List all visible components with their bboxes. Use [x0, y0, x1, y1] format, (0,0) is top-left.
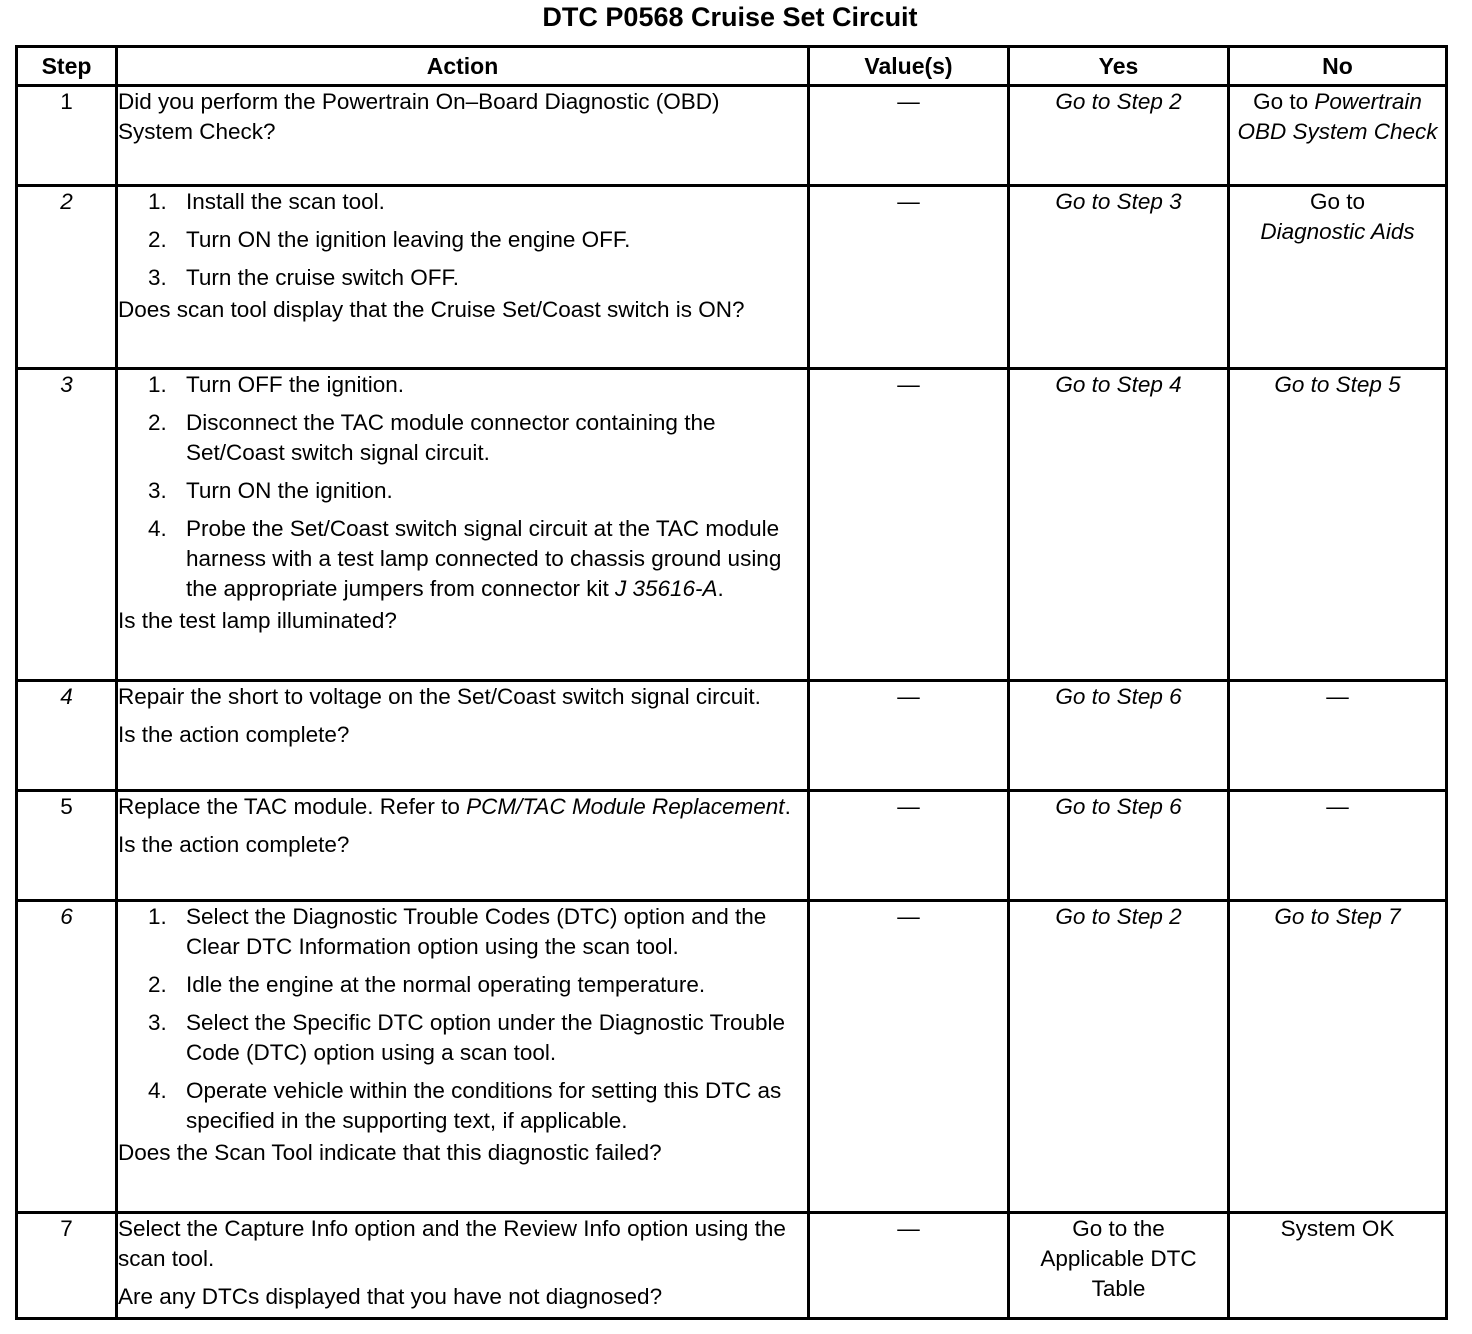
action-cell	[117, 791, 809, 901]
no-cell: —	[1229, 791, 1447, 901]
value-cell: —	[809, 1213, 1009, 1319]
action-cell	[117, 901, 809, 1213]
procedure-reference: PCM/TAC Module Replacement	[466, 794, 785, 819]
table-row	[17, 186, 1447, 369]
no-cell: Go to Step 5	[1229, 369, 1447, 681]
action-question: Is the action complete?	[118, 722, 350, 747]
step-number: 6	[17, 901, 117, 1213]
tool-reference: J 35616-A	[614, 576, 718, 601]
list-item: 3. Select the Specific DTC option under the Diagnostic Trouble Code (DTC) option using a scan tool.	[148, 1010, 786, 1065]
list-item: 4. Operate vehicle within the conditions for setting this DTC as specified in the supporting text, if applicable.	[148, 1078, 782, 1133]
table-row	[17, 1213, 1447, 1319]
list-item: 1. Install the scan tool.	[148, 189, 385, 214]
yes-cell: Go to Step 6	[1009, 791, 1229, 901]
header-step: Step	[17, 47, 117, 86]
step-number: 5	[17, 791, 117, 901]
yes-cell: Go to Step 3	[1009, 186, 1229, 369]
action-cell	[117, 86, 809, 186]
list-item: 2. Disconnect the TAC module connector containing the Set/Coast switch signal circuit.	[148, 410, 716, 465]
action-text: Did you perform the Powertrain On–Board Diagnostic (OBD) System Check?	[118, 89, 720, 144]
step-number: 7	[17, 1213, 117, 1319]
no-prefix: Go to	[1253, 89, 1309, 114]
value-cell: —	[809, 901, 1009, 1213]
action-cell	[117, 369, 809, 681]
yes-cell: Go to Step 4	[1009, 369, 1229, 681]
yes-cell: Go to Step 2	[1009, 901, 1229, 1213]
list-item: 2. Idle the engine at the normal operating temperature.	[148, 972, 706, 997]
value-cell: —	[809, 86, 1009, 186]
yes-cell: Go to Step 2	[1009, 86, 1229, 186]
action-question: Is the action complete?	[118, 832, 350, 857]
action-question: Is the test lamp illuminated?	[118, 608, 397, 633]
value-cell: —	[809, 681, 1009, 791]
table-row	[17, 86, 1447, 186]
list-item: 3. Turn ON the ignition.	[148, 478, 393, 503]
action-steps	[118, 370, 807, 604]
no-cell: Go to Step 7	[1229, 901, 1447, 1213]
table-row	[17, 901, 1447, 1213]
action-steps	[118, 902, 807, 1136]
header-action: Action	[117, 47, 809, 86]
no-cell	[1229, 186, 1447, 369]
action-text: Replace the TAC module. Refer to PCM/TAC Module Replacement.	[118, 794, 791, 819]
action-cell	[117, 1213, 809, 1319]
list-item: 2. Turn ON the ignition leaving the engine OFF.	[148, 227, 631, 252]
action-cell	[117, 681, 809, 791]
step-number: 2	[17, 186, 117, 369]
action-question: Does scan tool display that the Cruise Set/Coast switch is ON?	[118, 297, 745, 322]
table-row	[17, 791, 1447, 901]
action-question: Are any DTCs displayed that you have not diagnosed?	[118, 1284, 663, 1309]
no-prefix: Go to	[1309, 189, 1366, 214]
value-cell: —	[809, 369, 1009, 681]
action-text: Repair the short to voltage on the Set/Coast switch signal circuit.	[118, 684, 761, 709]
header-yes: Yes	[1009, 47, 1229, 86]
no-cell: System OK	[1229, 1213, 1447, 1319]
step-number: 4	[17, 681, 117, 791]
action-cell	[117, 186, 809, 369]
list-item: 1. Turn OFF the ignition.	[148, 372, 405, 397]
page-title: DTC P0568 Cruise Set Circuit	[542, 2, 918, 32]
yes-cell: Go to Step 6	[1009, 681, 1229, 791]
header-no: No	[1229, 47, 1447, 86]
action-steps	[118, 187, 807, 293]
list-item: 4. Probe the Set/Coast switch signal circuit at the TAC module harness with a test lamp connected to chassis ground using the appropriate jumpers from connector kit J 35616-A.	[148, 516, 782, 601]
list-item: 3. Turn the cruise switch OFF.	[148, 265, 459, 290]
value-cell: —	[809, 791, 1009, 901]
no-cell	[1229, 86, 1447, 186]
header-row	[17, 47, 1447, 86]
table-row	[17, 369, 1447, 681]
yes-cell: Go to the Applicable DTC Table	[1009, 1213, 1229, 1319]
list-item: 1. Select the Diagnostic Trouble Codes (DTC) option and the Clear DTC Information option using the scan tool.	[148, 904, 767, 959]
value-cell: —	[809, 186, 1009, 369]
step-number: 3	[17, 369, 117, 681]
table-row	[17, 681, 1447, 791]
diagnostic-table	[15, 45, 1448, 1320]
action-question: Does the Scan Tool indicate that this diagnostic failed?	[118, 1140, 662, 1165]
no-reference: Powertrain OBD System Check	[1237, 89, 1438, 144]
step-number: 1	[17, 86, 117, 186]
action-text: Select the Capture Info option and the Review Info option using the scan tool.	[118, 1216, 786, 1271]
no-cell: —	[1229, 681, 1447, 791]
no-reference: Diagnostic Aids	[1260, 219, 1415, 244]
header-values: Value(s)	[809, 47, 1009, 86]
